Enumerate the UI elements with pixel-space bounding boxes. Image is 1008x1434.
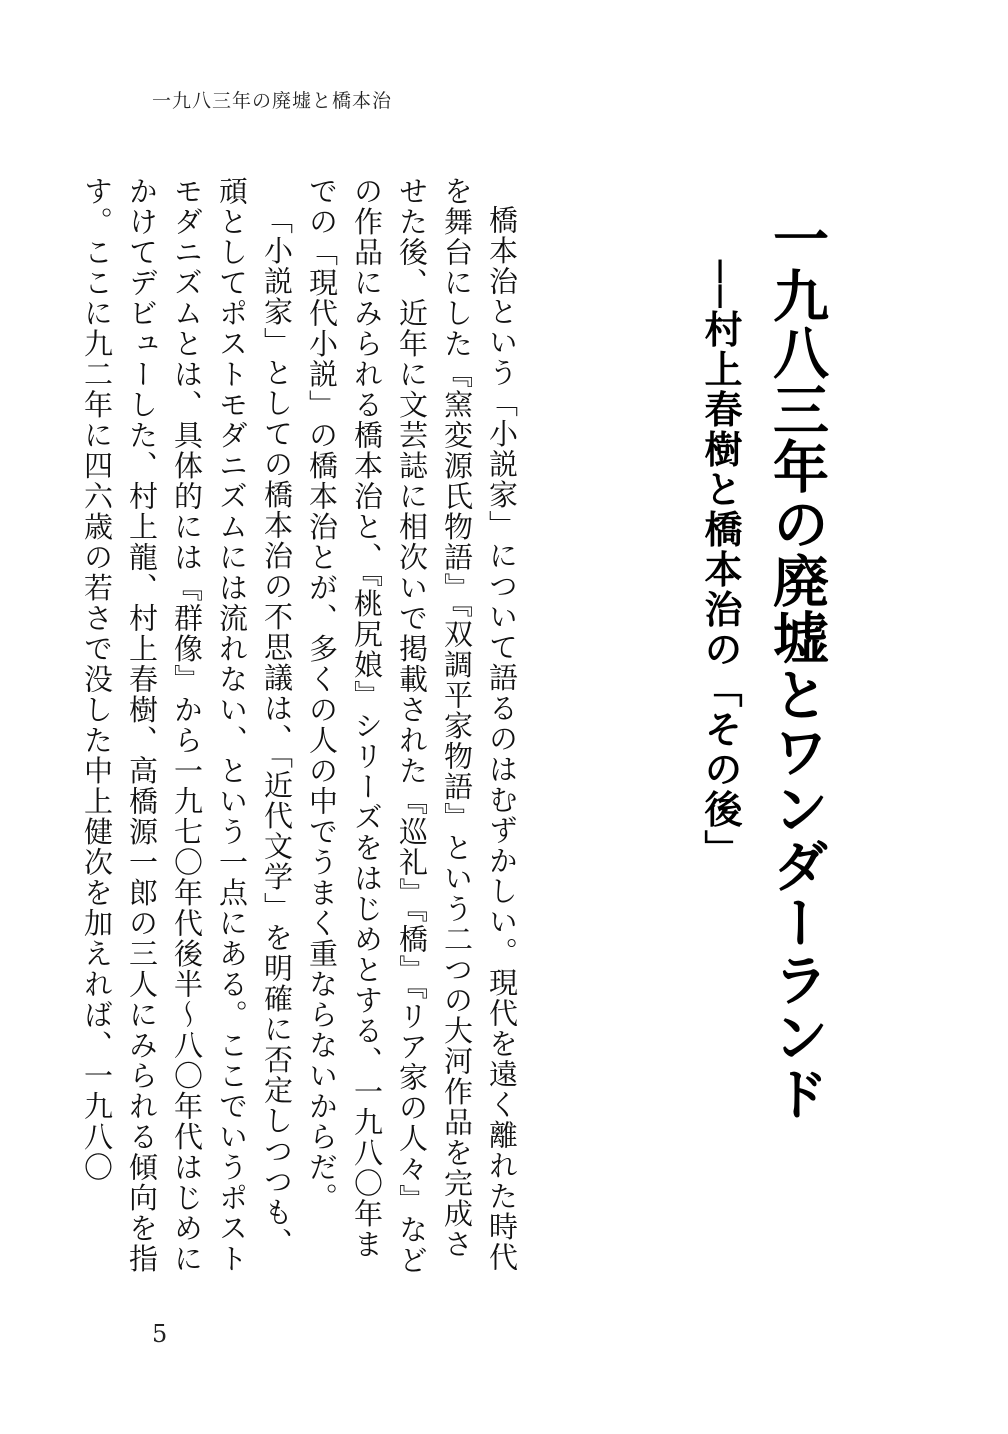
page-number: 5 [152, 1320, 168, 1348]
chapter-title: 一九八三年の廃墟とワンダーランド [764, 210, 829, 1122]
chapter-title-block [698, 210, 829, 1260]
body-text [80, 176, 524, 1286]
paragraph: 橋本治という「小説家」について語るのはむずかしい。現代を遠く離れた時代を舞台にした『窯変源氏物語』『双調平家物語』という二つの大河作品を完成させた後、近年に文芸誌に相次いで掲載された『巡礼』『橋』『リア家の人々』などの作品にみられる橋本治と、『桃尻娘』シリーズをはじめとする、一九八〇年までの「現代小説」の橋本治とが、多くの人の中でうまく重ならないからだ。 [305, 176, 519, 1276]
chapter-subtitle: ──村上春樹と橋本治の「その後」 [698, 260, 742, 870]
running-head: 一九八三年の廃墟と橋本治 [152, 90, 393, 112]
paragraph: 「小説家」としての橋本治の不思議は、「近代文学」を明確に否定しつつも、頑としてポストモダニズムには流れない、という一点にある。ここでいうポストモダニズムとは、具体的には『群像』から一九七〇年代後半〜八〇年代はじめにかけてデビューした、村上龍、村上春樹、高橋源一郎の三人にみられる傾向を指す。ここに九二年に四六歳の若さで没した中上健次を加えれば、一九八〇 [80, 176, 294, 1274]
